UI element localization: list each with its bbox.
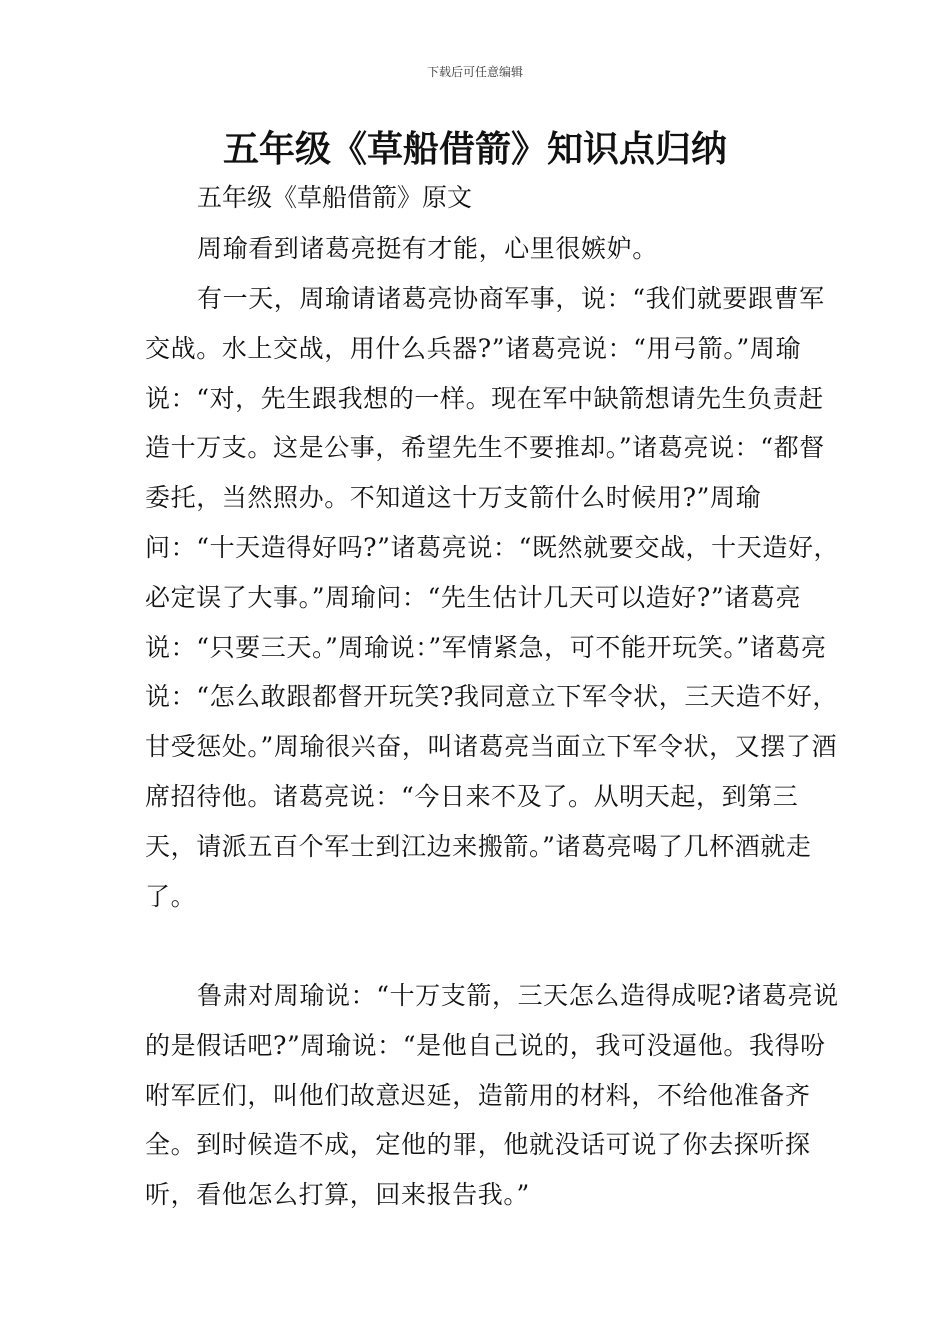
document-subtitle: 五年级《草船借箭》原文 bbox=[197, 183, 473, 212]
paragraph-1: 周瑜看到诸葛亮挺有才能，心里很嫉妒。 bbox=[197, 234, 658, 263]
page-header-note: 下载后可任意编辑 bbox=[426, 65, 523, 79]
paragraph-2: 有一天，周瑜请诸葛亮协商军事，说：“我们就要跟曹军交战。水上交战，用什么兵器?”诸葛亮说：“用弓箭。”周瑜说：“对，先生跟我想的一样。现在军中缺箭想请先生负责赶造十万支。这是公事，希望先生不要推却。”诸葛亮说：“都督委托，当然照办。不知道这十万支箭什么时候用?”周瑜问：“十天造得好吗?”诸葛亮说：“既然就要交战，十天造好，必定误了大事。”周瑜问：“先生估计几天可以造好?”诸葛亮说：“只要三天。”周瑜说：”军情紧急，可不能开玩笑。”诸葛亮说：“怎么敢跟都督开玩笑?我同意立下军令状，三天造不好，甘受惩处。”周瑜很兴奋，叫诸葛亮当面立下军令状，又摆了酒席招待他。诸葛亮说：“今日来不及了。从明天起，到第三天，请派五百个军士到江边来搬箭。”诸葛亮喝了几杯酒就走了。 bbox=[145, 284, 840, 911]
document-title: 五年级《草船借箭》知识点归纳 bbox=[222, 129, 727, 170]
paragraph-3: 鲁肃对周瑜说：“十万支箭，三天怎么造得成呢?诸葛亮说的是假话吧?”周瑜说：“是他自己说的，我可没逼他。我得吩咐军匠们，叫他们故意迟延，造箭用的材料，不给他准备齐全。到时候造不成，定他的罪，他就没话可说了你去探听探听，看他怎么打算，回来报告我。” bbox=[145, 981, 839, 1210]
